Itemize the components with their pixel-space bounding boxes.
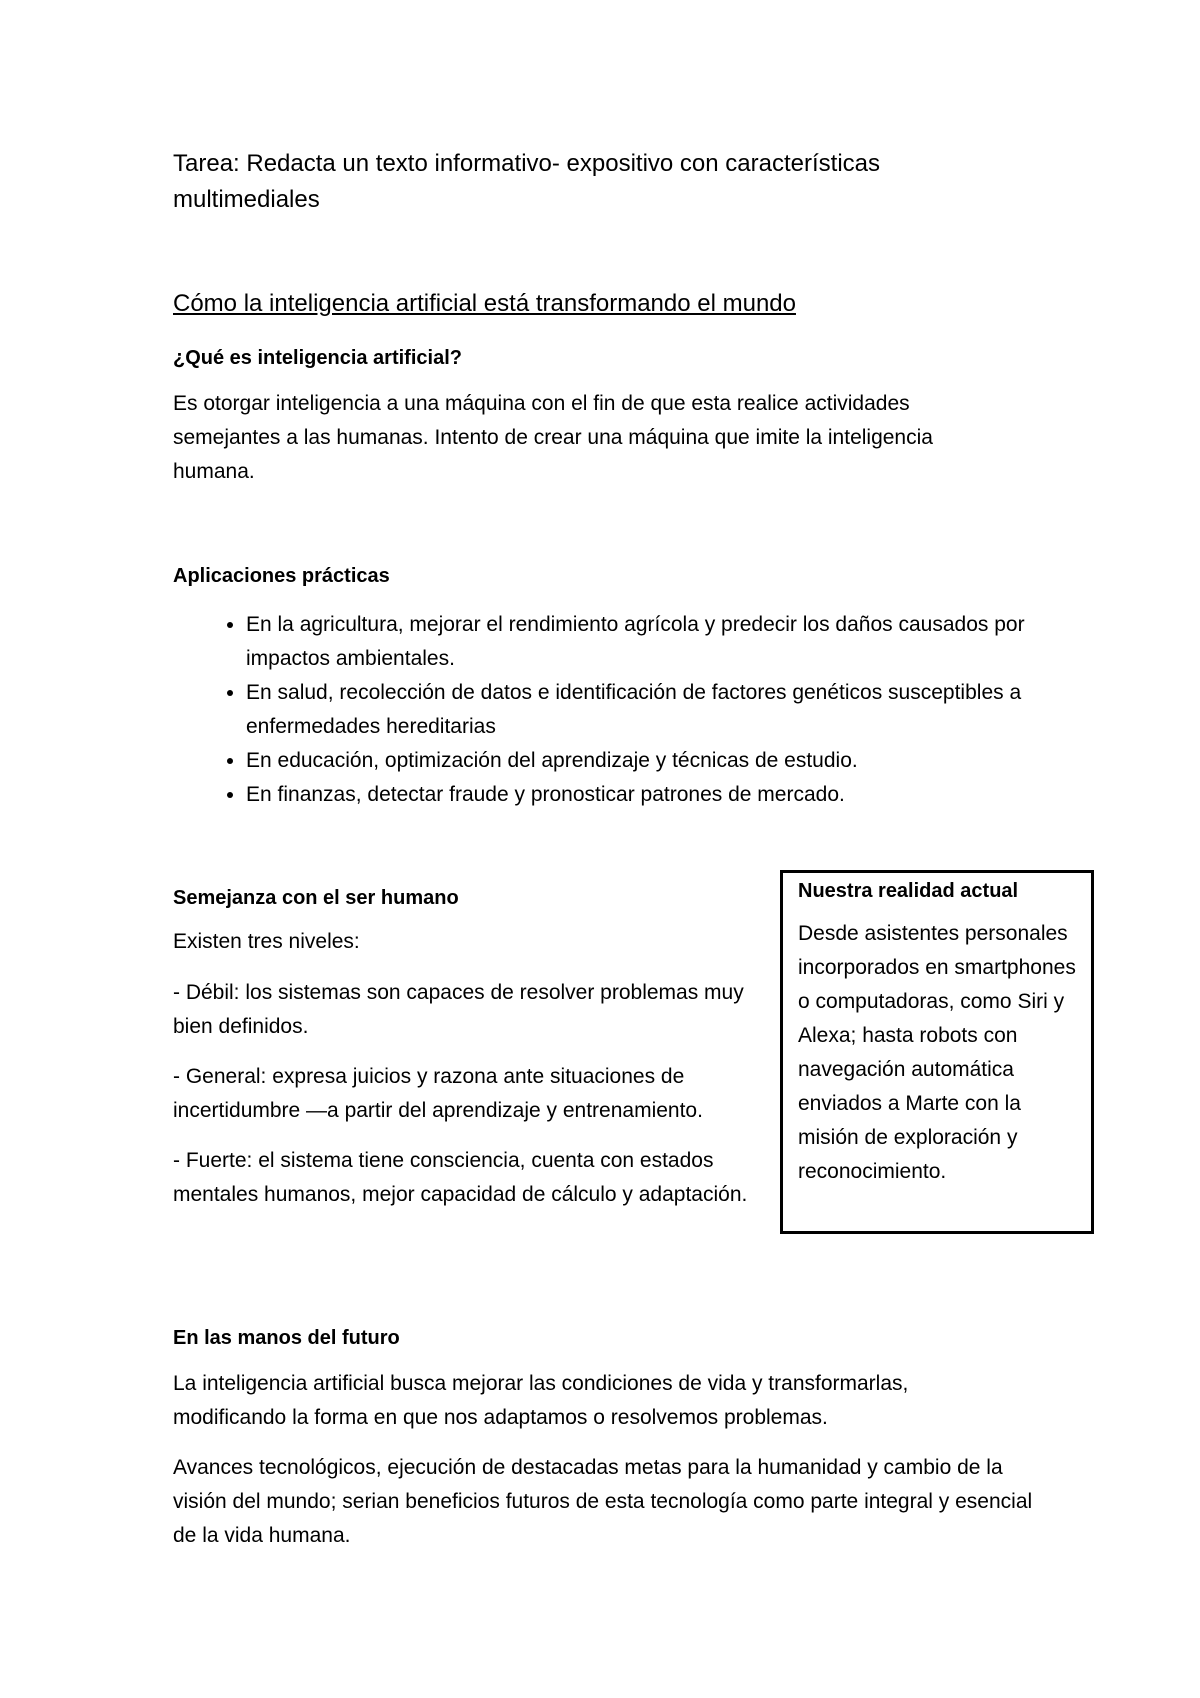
level-weak: - Débil: los sistemas son capaces de resolver problemas muy bien definidos. [173,981,744,1038]
applications-list [204,608,1106,812]
list-item: • En la agricultura, mejorar el rendimiento agrícola y predecir los daños causados por impactos ambientales. [246,608,1106,676]
heading-future: En las manos del futuro [173,1327,400,1349]
level-strong: - Fuerte: el sistema tiene consciencia, cuenta con estados mentales humanos, mejor capacidad de cálculo y adaptación. [173,1149,748,1206]
heading-what-is-ai: ¿Qué es inteligencia artificial? [173,347,462,369]
sidebox-title: Nuestra realidad actual [798,880,1019,902]
level-general: - General: expresa juicios y razona ante situaciones de incertidumbre —a partir del aprendizaje y entrenamiento. [173,1065,703,1122]
similarity-intro: Existen tres niveles: [173,930,360,953]
paragraph-future-1: La inteligencia artificial busca mejorar las condiciones de vida y transformarlas, modificando la forma en que nos adaptamos o resolvemos problemas. [173,1372,909,1429]
paragraph-what-is-ai: Es otorgar inteligencia a una máquina con el fin de que esta realice actividades semejantes a las humanas. Intento de crear una máquina que imite la inteligencia humana. [173,392,933,483]
heading-applications: Aplicaciones prácticas [173,565,390,587]
paragraph-future-2: Avances tecnológicos, ejecución de destacadas metas para la humanidad y cambio de la visión del mundo; serian beneficios futuros de esta tecnología como parte integral y esencial de la vida humana. [173,1456,1033,1547]
heading-similarity: Semejanza con el ser humano [173,887,459,909]
list-item: • En educación, optimización del aprendizaje y técnicas de estudio. [246,744,1106,778]
list-item: • En finanzas, detectar fraude y pronosticar patrones de mercado. [246,778,1106,812]
document-title: Cómo la inteligencia artificial está transformando el mundo [173,290,796,317]
list-item: • En salud, recolección de datos e identificación de factores genéticos susceptibles a enfermedades hereditarias [246,676,1106,744]
sidebar-box [780,870,1094,1234]
sidebox-body: Desde asistentes personales incorporados en smartphones o computadoras, como Siri y Alexa; hasta robots con navegación automática enviados a Marte con la misión de exploración y reconocimiento. [798,922,1076,1183]
task-statement: Tarea: Redacta un texto informativo- expositivo con características multimediales [173,150,880,213]
